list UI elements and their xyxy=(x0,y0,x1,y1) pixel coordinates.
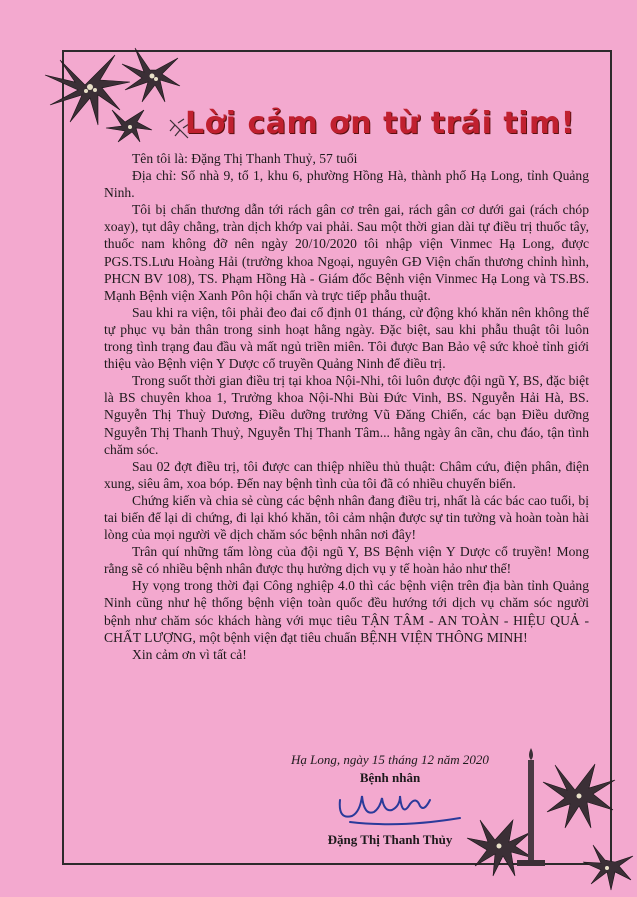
signer-name: Đặng Thị Thanh Thủy xyxy=(327,832,453,847)
page-title: Lời cảm ơn từ trái tim! xyxy=(185,106,575,141)
paragraph-address: Địa chỉ: Số nhà 9, tổ 1, khu 6, phường Hồng Hà, thành phố Hạ Long, tỉnh Quảng Ninh. xyxy=(104,168,589,201)
letter-body xyxy=(104,150,589,663)
paragraph-gratitude: Trân quí những tấm lòng của đội ngũ Y, BS Bệnh viện Y Dược cổ truyền! Mong rằng sẽ có nhiều bệnh nhân được thụ hưởng dịch vụ y tế hoàn hảo như thế! xyxy=(104,544,589,577)
place-date: Hạ Long, ngày 15 tháng 12 năm 2020 xyxy=(291,752,489,767)
paragraph-injury: Tôi bị chấn thương dẫn tới rách gân cơ trên gai, rách gân cơ dưới gai (rách chóp xoay), tụt dây chằng, tràn dịch khớp vai phải. Sau một thời gian dài tự điều trị thuốc tây, thuốc nam không đỡ nên ngày 20/10/2020 tôi nhập viện Vinmec Hạ Long, được PGS.TS.Lưu Hoàng Hải (trưởng khoa Ngoại, nguyên GĐ Viện chấn thương chỉnh hình, PHCN BV 108), TS. Phạm Hồng Hà - Giám đốc Bệnh viện Vinmec Hạ Long và TS.BS. Mạnh Bệnh viện Xanh Pôn hội chẩn và trực tiếp phẫu thuật. xyxy=(104,202,589,303)
paragraph-after-discharge: Sau khi ra viện, tôi phải đeo đai cố định 01 tháng, cử động khó khăn nên không thể tự phục vụ bản thân trong sinh hoạt hằng ngày. Đặc biệt, sau khi phẫu thuật tôi luôn trong tình trạng đau đầu và mất ngủ triền miên. Tôi được Ban Bảo vệ sức khoẻ tỉnh giới thiệu vào Bệnh viện Y Dược cổ truyền Quảng Ninh để điều trị. xyxy=(104,304,589,372)
paragraph-name: Tên tôi là: Đặng Thị Thanh Thuỷ, 57 tuổi xyxy=(132,151,358,166)
signature-block xyxy=(250,752,530,847)
signer-role: Bệnh nhân xyxy=(359,770,421,785)
paragraph-treatment-staff: Trong suốt thời gian điều trị tại khoa Nội-Nhi, tôi luôn được đội ngũ Y, BS, đặc biệt là BS chuyên khoa 1, Trưởng khoa Nội-Nhi Bùi Đức Vinh, BS. Nguyễn Hải Hà, BS. Nguyễn Thị Thuỳ Dương, Điều dưỡng trưởng Vũ Đăng Chiến, các bạn Điều dưỡng Nguyễn Thị Thanh Thuỷ, Nguyễn Thị Thanh Tâm... hằng ngày ân cần, chu đáo, tận tình chăm sóc. xyxy=(104,373,589,457)
paragraph-procedures: Sau 02 đợt điều trị, tôi được can thiệp nhiều thủ thuật: Châm cứu, điện phân, điện xung, siêu âm, xoa bóp. Đến nay bệnh tình của tôi đã có nhiều chuyển biến. xyxy=(104,458,589,491)
paragraph-thanks: Xin cảm ơn vì tất cả! xyxy=(132,646,247,662)
paragraph-hope: Hy vọng trong thời đại Công nghiệp 4.0 thì các bệnh viện trên địa bàn tỉnh Quảng Ninh cũng như hệ thống bệnh viện toàn quốc đều hướng tới dịch vụ chăm sóc người bệnh như chăm sóc khách hàng với mục tiêu TẬN TÂM - AN TOÀN - HIỆU QUẢ - CHẤT LƯỢNG, một bệnh viện đạt tiêu chuẩn BỆNH VIỆN THÔNG MINH! xyxy=(104,578,589,645)
handwritten-signature xyxy=(330,782,470,832)
paragraph-witness: Chứng kiến và chia sẻ cùng các bệnh nhân đang điều trị, nhất là các bác cao tuổi, bị tai biến để lại di chứng, đi lại khó khăn, tôi cảm nhận được sự tin tưởng và hoàn toàn hài lòng của mọi người về dịch chăm sóc bệnh nhân nơi đây! xyxy=(104,492,589,543)
